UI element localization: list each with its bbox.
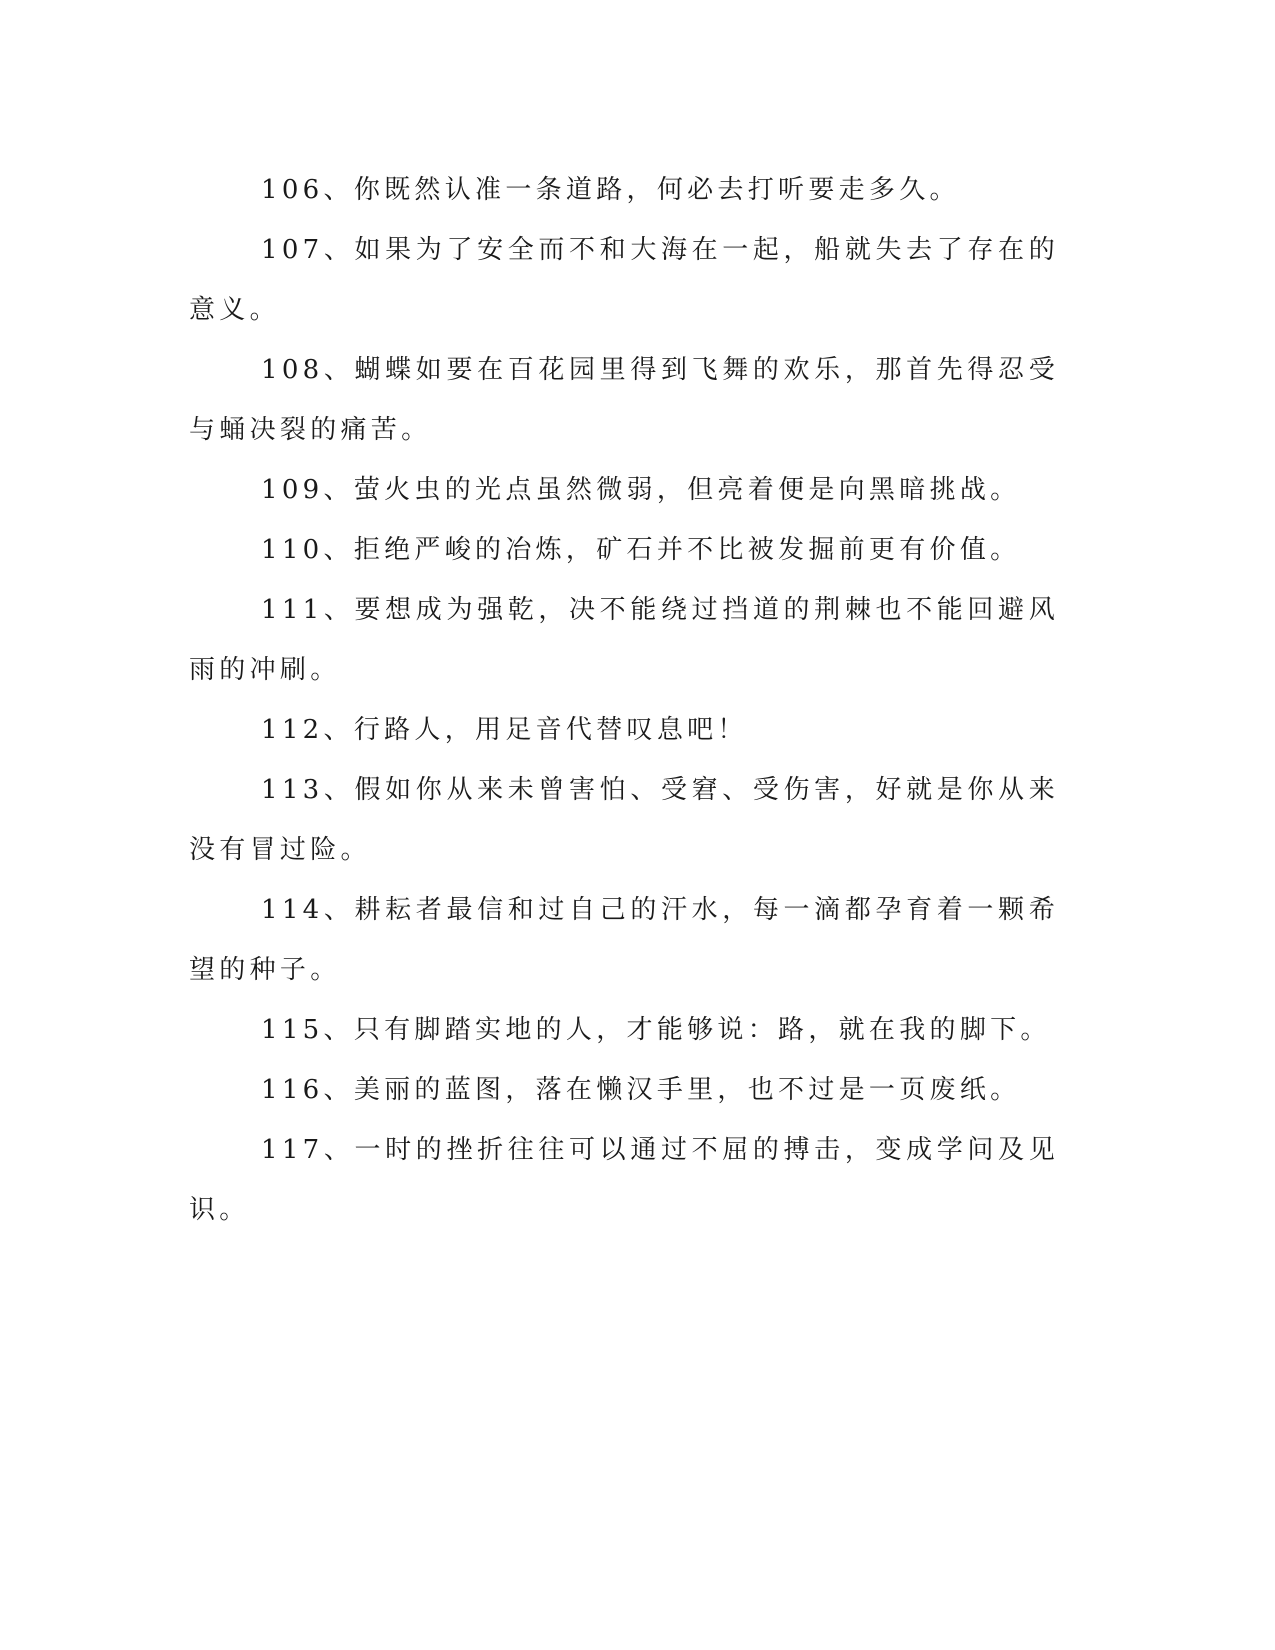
paragraph-117: 117、一时的挫折往往可以通过不屈的搏击，变成学问及见识。 <box>189 1135 1059 1225</box>
document-body <box>189 160 1059 1240</box>
paragraph-114: 114、耕耘者最信和过自己的汗水，每一滴都孕育着一颗希望的种子。 <box>189 895 1059 985</box>
paragraph-113: 113、假如你从来未曾害怕、受窘、受伤害，好就是你从来没有冒过险。 <box>189 775 1059 865</box>
paragraph-111: 111、要想成为强乾，决不能绕过挡道的荆棘也不能回避风雨的冲刷。 <box>189 595 1059 685</box>
paragraph-107: 107、如果为了安全而不和大海在一起，船就失去了存在的意义。 <box>189 235 1059 325</box>
paragraph-116: 116、美丽的蓝图，落在懒汉手里，也不过是一页废纸。 <box>261 1075 1021 1105</box>
paragraph-110: 110、拒绝严峻的冶炼，矿石并不比被发掘前更有价值。 <box>261 535 1021 565</box>
paragraph-109: 109、萤火虫的光点虽然微弱，但亮着便是向黑暗挑战。 <box>261 475 1021 505</box>
paragraph-112: 112、行路人，用足音代替叹息吧！ <box>261 715 748 745</box>
paragraph-108: 108、蝴蝶如要在百花园里得到飞舞的欢乐，那首先得忍受与蛹决裂的痛苦。 <box>189 355 1059 445</box>
paragraph-106: 106、你既然认准一条道路，何必去打听要走多久。 <box>261 175 960 205</box>
paragraph-115: 115、只有脚踏实地的人，才能够说：路，就在我的脚下。 <box>261 1015 1051 1045</box>
